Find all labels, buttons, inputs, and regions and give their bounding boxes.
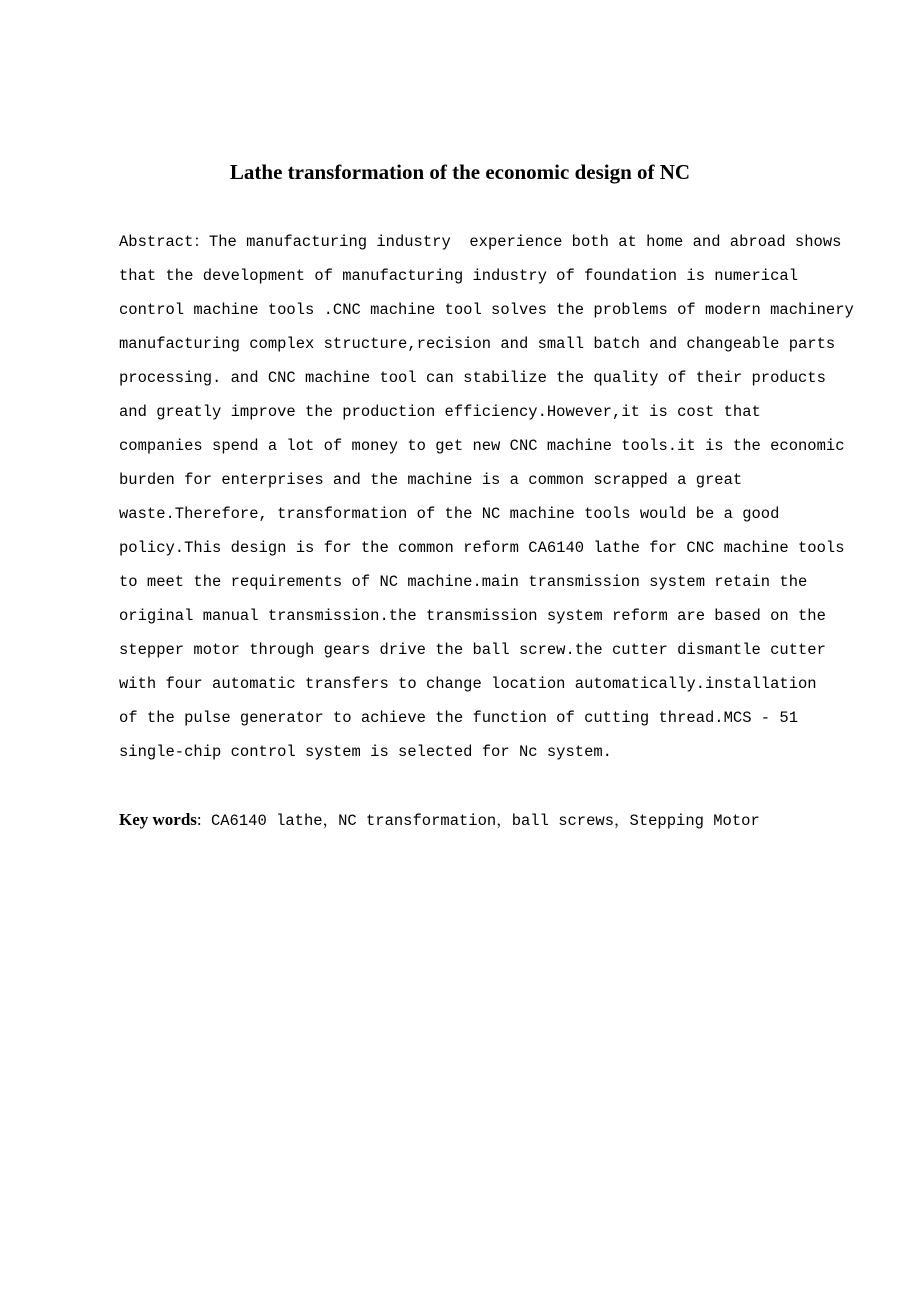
- abstract-line: processing. and CNC machine tool can stabilize the quality of their products: [119, 369, 826, 387]
- keywords-label: Key words: [119, 810, 197, 829]
- abstract-line: waste.Therefore, transformation of the NC machine tools would be a good: [119, 505, 780, 523]
- keywords-separator: :: [196, 810, 202, 829]
- abstract-line: burden for enterprises and the machine is a common scrapped a great: [119, 471, 743, 489]
- abstract-label: Abstract：: [119, 233, 209, 251]
- abstract-line: control machine tools .CNC machine tool solves the problems of modern machinery: [119, 301, 854, 319]
- abstract-line: policy.This design is for the common reform CA6140 lathe for CNC machine tools: [119, 539, 845, 557]
- abstract-line: manufacturing complex structure,recision and small batch and changeable parts: [119, 335, 836, 353]
- abstract-line: single-chip control system is selected for Nc system.: [119, 743, 612, 761]
- abstract-line: that the development of manufacturing industry of foundation is numerical: [119, 267, 799, 285]
- keywords-section: [119, 807, 899, 834]
- abstract-line: [119, 229, 899, 263]
- abstract-line-text: The manufacturing industry experience both at home and abroad shows: [208, 233, 842, 251]
- abstract-line: and greatly improve the production efficiency.However,it is cost that: [119, 403, 761, 421]
- abstract-line: companies spend a lot of money to get new CNC machine tools.it is the economic: [119, 437, 845, 455]
- abstract-section: [119, 229, 899, 773]
- abstract-line: with four automatic transfers to change location automatically.installation: [119, 675, 817, 693]
- document-title: Lathe transformation of the economic design of NC: [229, 160, 691, 184]
- keywords-text: CA6140 lathe，NC transformation，ball screws，Stepping Motor: [201, 812, 760, 830]
- abstract-line: of the pulse generator to achieve the function of cutting thread.MCS - 51: [119, 709, 799, 727]
- abstract-line: to meet the requirements of NC machine.main transmission system retain the: [119, 573, 808, 591]
- abstract-line: original manual transmission.the transmission system reform are based on the: [119, 607, 826, 625]
- abstract-line: stepper motor through gears drive the ball screw.the cutter dismantle cutter: [119, 641, 826, 659]
